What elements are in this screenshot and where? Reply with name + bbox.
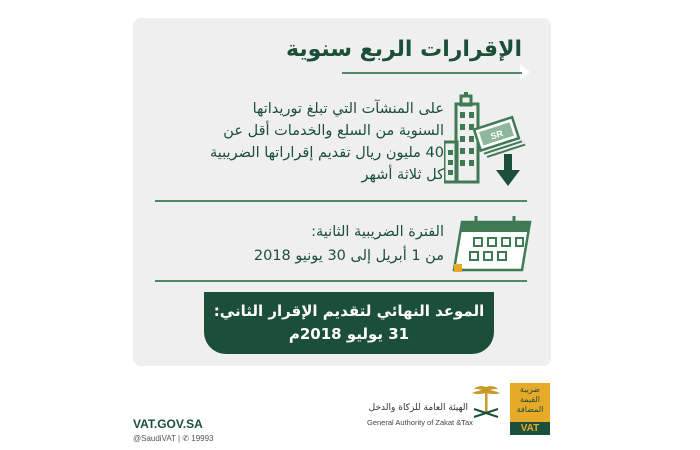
building-money-down-icon (444, 92, 534, 192)
website-link[interactable]: VAT.GOV.SA (133, 417, 203, 431)
vat-logo (510, 383, 550, 435)
svg-text:SR: SR (489, 128, 505, 142)
palm-swords-emblem-icon (470, 383, 502, 429)
title-underline (342, 72, 522, 74)
section-divider-2 (155, 280, 527, 282)
section-divider (155, 200, 527, 202)
authority-name-ar: الهيئة العامة للزكاة والدخل (368, 403, 468, 413)
calendar-icon (452, 214, 534, 274)
quarterly-rule-text (194, 98, 444, 186)
rule-line-2: السنوية من السلع والخدمات أقل عن (223, 123, 444, 139)
rule-line-3: 40 مليون ريال تقديم إقراراتها الضريبية (210, 145, 444, 161)
social-handle[interactable]: @SaudiVAT | ✆ 19993 (133, 434, 214, 443)
deadline-label: الموعد النهائي لتقديم الإقرار الثاني: (213, 302, 485, 320)
rule-line-1: على المنشآت التي تبلغ توريداتها (252, 101, 444, 117)
tax-period-label: الفترة الضريبية الثانية: (311, 224, 444, 240)
vat-logo-english: VAT (510, 422, 550, 435)
deadline-box (204, 292, 494, 354)
page-title: الإقرارات الربع سنوية (286, 37, 522, 62)
tax-period (254, 220, 444, 268)
tax-period-range: من 1 أبريل إلى 30 يونيو 2018 (253, 248, 444, 264)
authority-name-en: General Authority of Zakat &Tax (367, 418, 473, 427)
deadline-date: 31 يوليو 2018م (288, 325, 410, 343)
vat-logo-arabic: ضريبة القيمة المضافة (516, 385, 544, 414)
rule-line-4: كل ثلاثة أشهر (361, 167, 444, 183)
